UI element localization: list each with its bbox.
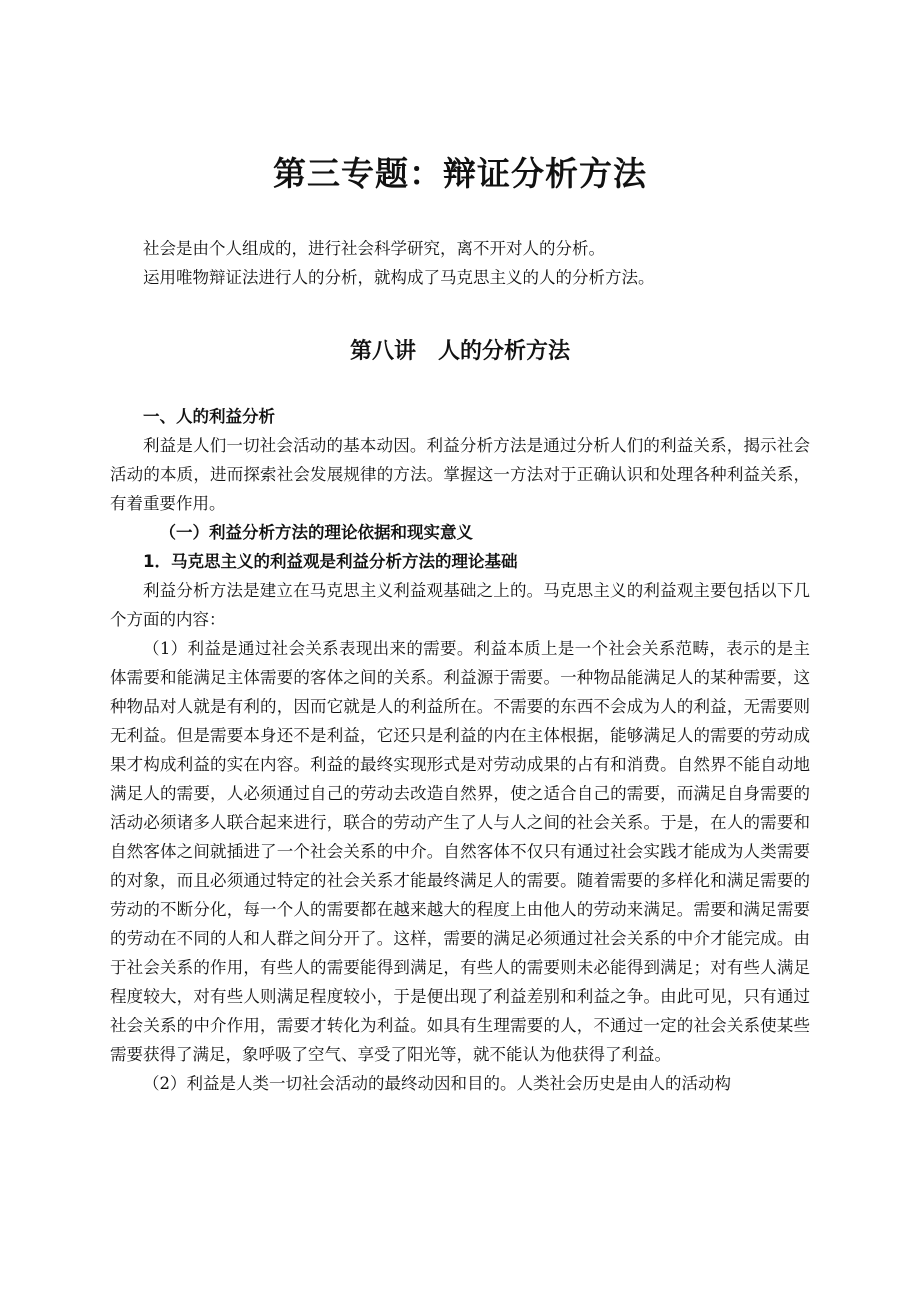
intro-line-2: 运用唯物辩证法进行人的分析，就构成了马克思主义的人的分析方法。: [143, 268, 655, 287]
document-page: [110, 0, 810, 1302]
body-text: [110, 402, 810, 1098]
item-2-paragraph: （2）利益是人类一切社会活动的最终动因和目的。人类社会历史是由人的活动构: [143, 1074, 731, 1093]
point-heading: 1．马克思主义的利益观是利益分析方法的理论基础: [143, 552, 518, 571]
lecture-title: 第八讲 人的分析方法: [349, 339, 570, 364]
intro-section: [110, 234, 810, 292]
intro-line-1: 社会是由个人组成的，进行社会科学研究，离不开对人的分析。: [143, 239, 605, 258]
section-paragraph: 利益是人们一切社会活动的基本动因。利益分析方法是通过分析人们的利益关系，揭示社会活动的本质，进而探索社会发展规律的方法。掌握这一方法对于正确认识和处理各种利益关系，有着重要作用。: [110, 436, 810, 513]
section-heading: 一、人的利益分析: [143, 407, 275, 426]
subsection-heading: （一）利益分析方法的理论依据和现实意义: [159, 523, 473, 542]
item-1-paragraph: （1）利益是通过社会关系表现出来的需要。利益本质上是一个社会关系范畴，表示的是主体需要和能满足主体需要的客体之间的关系。利益源于需要。一种物品能满足人的某种需要，这种物品对人就是有利的，因而它就是人的利益所在。不需要的东西不会成为人的利益，无需要则无利益。但是需要本身还不是利益，它还只是利益的内在主体根据，能够满足人的需要的劳动成果才构成利益的实在内容。利益的最终实现形式是对劳动成果的占有和消费。自然界不能自动地满足人的需要，人必须通过自己的劳动去改造自然界，使之适合自己的需要，而满足自身需要的活动必须诸多人联合起来进行，联合的劳动产生了人与人之间的社会关系。于是，在人的需要和自然客体之间就插进了一个社会关系的中介。自然客体不仅只有通过社会实践才能成为人类需要的对象，而且必须通过特定的社会关系才能最终满足人的需要。随着需要的多样化和满足需要的劳动的不断分化，每一个人的需要都在越来越大的程度上由他人的劳动来满足。需要和满足需要的劳动在不同的人和人群之间分开了。这样，需要的满足必须通过社会关系的中介才能完成。由于社会关系的作用，有些人的需要能得到满足，有些人的需要则未必能得到满足；对有些人满足程度较大，对有些人则满足程度较小，于是便出现了利益差别和利益之争。由此可见，只有通过社会关系的中介作用，需要才转化为利益。如具有生理需要的人，不通过一定的社会关系使某些需要获得了满足，象呼吸了空气、享受了阳光等，就不能认为他获得了利益。: [110, 639, 810, 1064]
point-paragraph: 利益分析方法是建立在马克思主义利益观基础之上的。马克思主义的利益观主要包括以下几个方面的内容：: [110, 581, 810, 629]
page-title: 第三专题：辩证分析方法: [273, 154, 647, 193]
